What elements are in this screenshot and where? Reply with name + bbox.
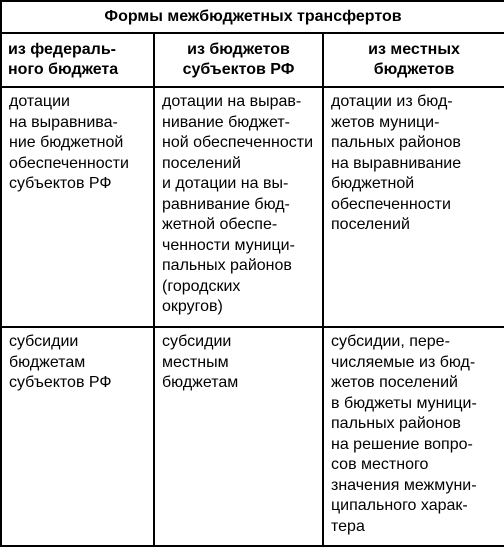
header-subjects-budgets: из бюджетов субъектов РФ <box>154 33 323 87</box>
table-row-subsidies <box>1 327 504 546</box>
title-row <box>1 1 504 33</box>
cell-dotations-federal: дотации на выравнива- ние бюджетной обеспеченности субъектов РФ <box>1 87 154 327</box>
cell-subsidies-local: субсидии, пере- числяемые из бюд- жетов поселений в бюджеты муници- пальных районов на решение вопро- сов местного значения межмуни- ципального харак- тера <box>323 327 504 546</box>
cell-subsidies-federal: субсидии бюджетам субъектов РФ <box>1 327 154 546</box>
cell-dotations-local: дотации из бюд- жетов муници- пальных районов на выравнивание бюджетной обеспеченности поселений <box>323 87 504 327</box>
header-federal-budget: из федераль- ного бюджета <box>1 33 154 87</box>
table-row-dotations <box>1 87 504 327</box>
cell-dotations-subjects: дотации на вырав- нивание бюджет- ной обеспеченности поселений и дотации на вы- равнивание бюд- жетной обеспе- ченности муници- пальных районов (городских округов) <box>154 87 323 327</box>
header-row <box>1 33 504 87</box>
header-local-budgets: из местных бюджетов <box>323 33 504 87</box>
cell-subsidies-subjects: субсидии местным бюджетам <box>154 327 323 546</box>
table-title: Формы межбюджетных трансфертов <box>1 1 504 33</box>
